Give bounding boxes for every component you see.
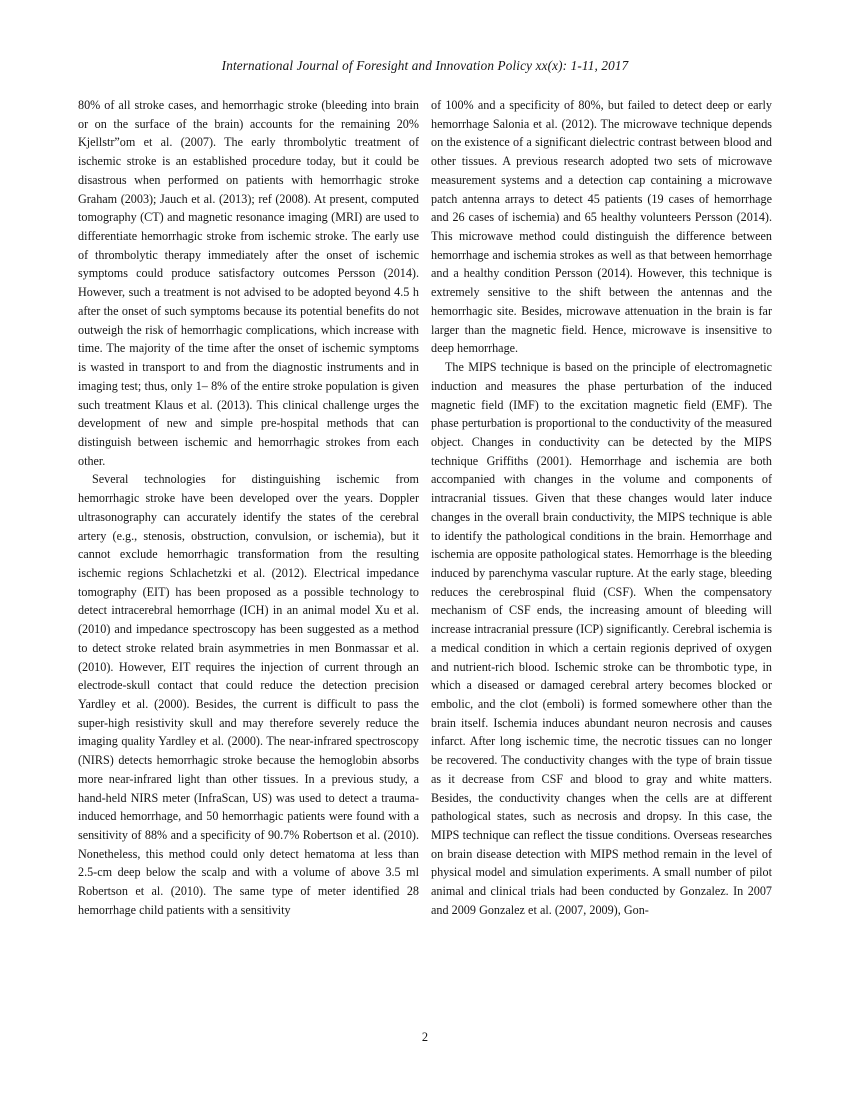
column-right	[431, 96, 772, 1014]
paragraph: of 100% and a specificity of 80%, but failed to detect deep or early hemorrhage Salonia et al. (2012). The microwave technique depends on the existence of a significant dielectric contrast between blood and other tissues. A previous research adopted two sets of microwave measurement systems and a detection cap containing a microwave patch antenna arrays to detect 45 patients (19 cases of hemorrhage and 26 cases of ischemia) and 65 healthy volunteers Persson (2014). This microwave method could distinguish the difference between hemorrhage and ischemia strokes as well as that between hemorrhage and a healthy condition Persson (2014). However, this technique is extremely sensitive to the shift between the antennas and the hemorrhagic site. Besides, microwave attenuation in the brain is far larger than the magnetic field. Hence, microwave is insensitive to deep hemorrhage.	[431, 98, 772, 356]
paragraph: 80% of all stroke cases, and hemorrhagic stroke (bleeding into brain or on the surface of the brain) accounts for the remaining 20% Kjellstr”om et al. (2007). The early thrombolytic treatment of ischemic stroke is an established procedure today, but it could be disastrous when performed on patients with hemorrhagic stroke Graham (2003); Jauch et al. (2013); ref (2008). At present, computed tomography (CT) and magnetic resonance imaging (MRI) are used to differentiate hemorrhagic stroke from ischemic stroke. The early use of thrombolytic therapy immediately after the onset of ischemic symptoms could produce satisfactory outcomes Persson (2014). However, such a treatment is not advised to be adopted beyond 4.5 h after the onset of such symptoms because its potential benefits do not outweigh the risk of hemorrhagic complications, which increase with time. The majority of the time after the onset of ischemic symptoms is wasted in transport to and from the diagnostic instruments and in imaging test; thus, only 1– 8% of the entire stroke population is given such treatment Klaus et al. (2013). This clinical challenge urges the development of new and simple pre-hospital methods that can distinguish between ischemic and hemorrhagic strokes from each other.	[78, 98, 419, 468]
paragraph: Several technologies for distinguishing ischemic from hemorrhagic stroke have been developed over the years. Doppler ultrasonography can accurately identify the states of the cerebral artery (e.g., stenosis, obstruction, convulsion, or ischemia), but it cannot exclude hemorrhagic transformation from the resulting ischemic regions Schlachetzki et al. (2012). Electrical impedance tomography (EIT) has been proposed as a possible technology to detect intracerebral hemorrhage (ICH) in an animal model Xu et al. (2010) and impedance spectroscopy has been suggested as a method to detect stroke related brain asymmetries in men Bonmassar et al. (2010). However, EIT requires the injection of current through an electrode-skull contact that could reduce the detection precision Yardley et al. (2000). Besides, the current is difficult to pass the super-high resistivity skull and may therefore severely reduce the imaging quality Yardley et al. (2000). The near-infrared spectroscopy (NIRS) detects hemorrhagic stroke because the hemoglobin absorbs more near-infrared light than other tissues. In a previous study, a hand-held NIRS meter (InfraScan, US) was used to detect a trauma-induced hemorrhage, and 50 hemorrhagic patients were found with a sensitivity of 88% and a specificity of 90.7% Robertson et al. (2010). Nonetheless, this method could only detect hematoma at less than 2.5-cm deep below the scalp and with a volume of above 3.5 ml Robertson et al. (2010). The same type of meter identified 28 hemorrhage child patients with a sensitivity	[78, 472, 419, 917]
column-left	[78, 96, 419, 1014]
page-number: 2	[421, 1030, 429, 1044]
running-head: International Journal of Foresight and Innovation Policy xx(x): 1-11, 2017	[221, 58, 629, 73]
two-column-body	[78, 96, 772, 1014]
paragraph: The MIPS technique is based on the principle of electromagnetic induction and measures the phase perturbation of the induced magnetic field (IMF) to the excitation magnetic field (EMF). The phase perturbation is proportional to the conductivity of the measured object. Changes in conductivity can be detected by the MIPS technique Griffiths (2001). Hemorrhage and ischemia are both accompanied with changes in the volume and components of intracranial tissues. Given that these changes would later induce changes in the overall brain conductivity, the MIPS technique is able to identify the pathological conditions in the brain. Hemorrhage and ischemia are opposite pathological states. Hemorrhage is the bleeding induced by parenchyma vascular rupture. At the early stage, bleeding reduces the cerebrospinal fluid (CSF). When the compensatory mechanism of CSF ends, the increasing amount of bleeding will increase intracranial pressure (ICP) significantly. Cerebral ischemia is a medical condition in which a certain regionis deprived of oxygen and nutrient-rich blood. Ischemic stroke can be thrombotic type, in which a diseased or damaged cerebral artery becomes blocked or embolic, and the clot (emboli) is formed somewhere other than the brain itself. Ischemia induces abundant neuron necrosis and causes infarct. After long ischemic time, the necrotic tissues can no longer be recovered. The conductivity changes with the type of brain tissue as it decrease from CSF and blood to gray and white matters. Besides, the conductivity changes when the cells are at different pathological states, such as necrosis and dropsy. In this case, the MIPS technique can reflect the tissue conditions. Overseas researches on brain disease detection with MIPS method remain in the level of physical model and simulation experiments. A small number of pilot animal and clinical trials had been conducted by Gonzalez. In 2007 and 2009 Gonzalez et al. (2007, 2009), Gon-	[431, 360, 772, 917]
